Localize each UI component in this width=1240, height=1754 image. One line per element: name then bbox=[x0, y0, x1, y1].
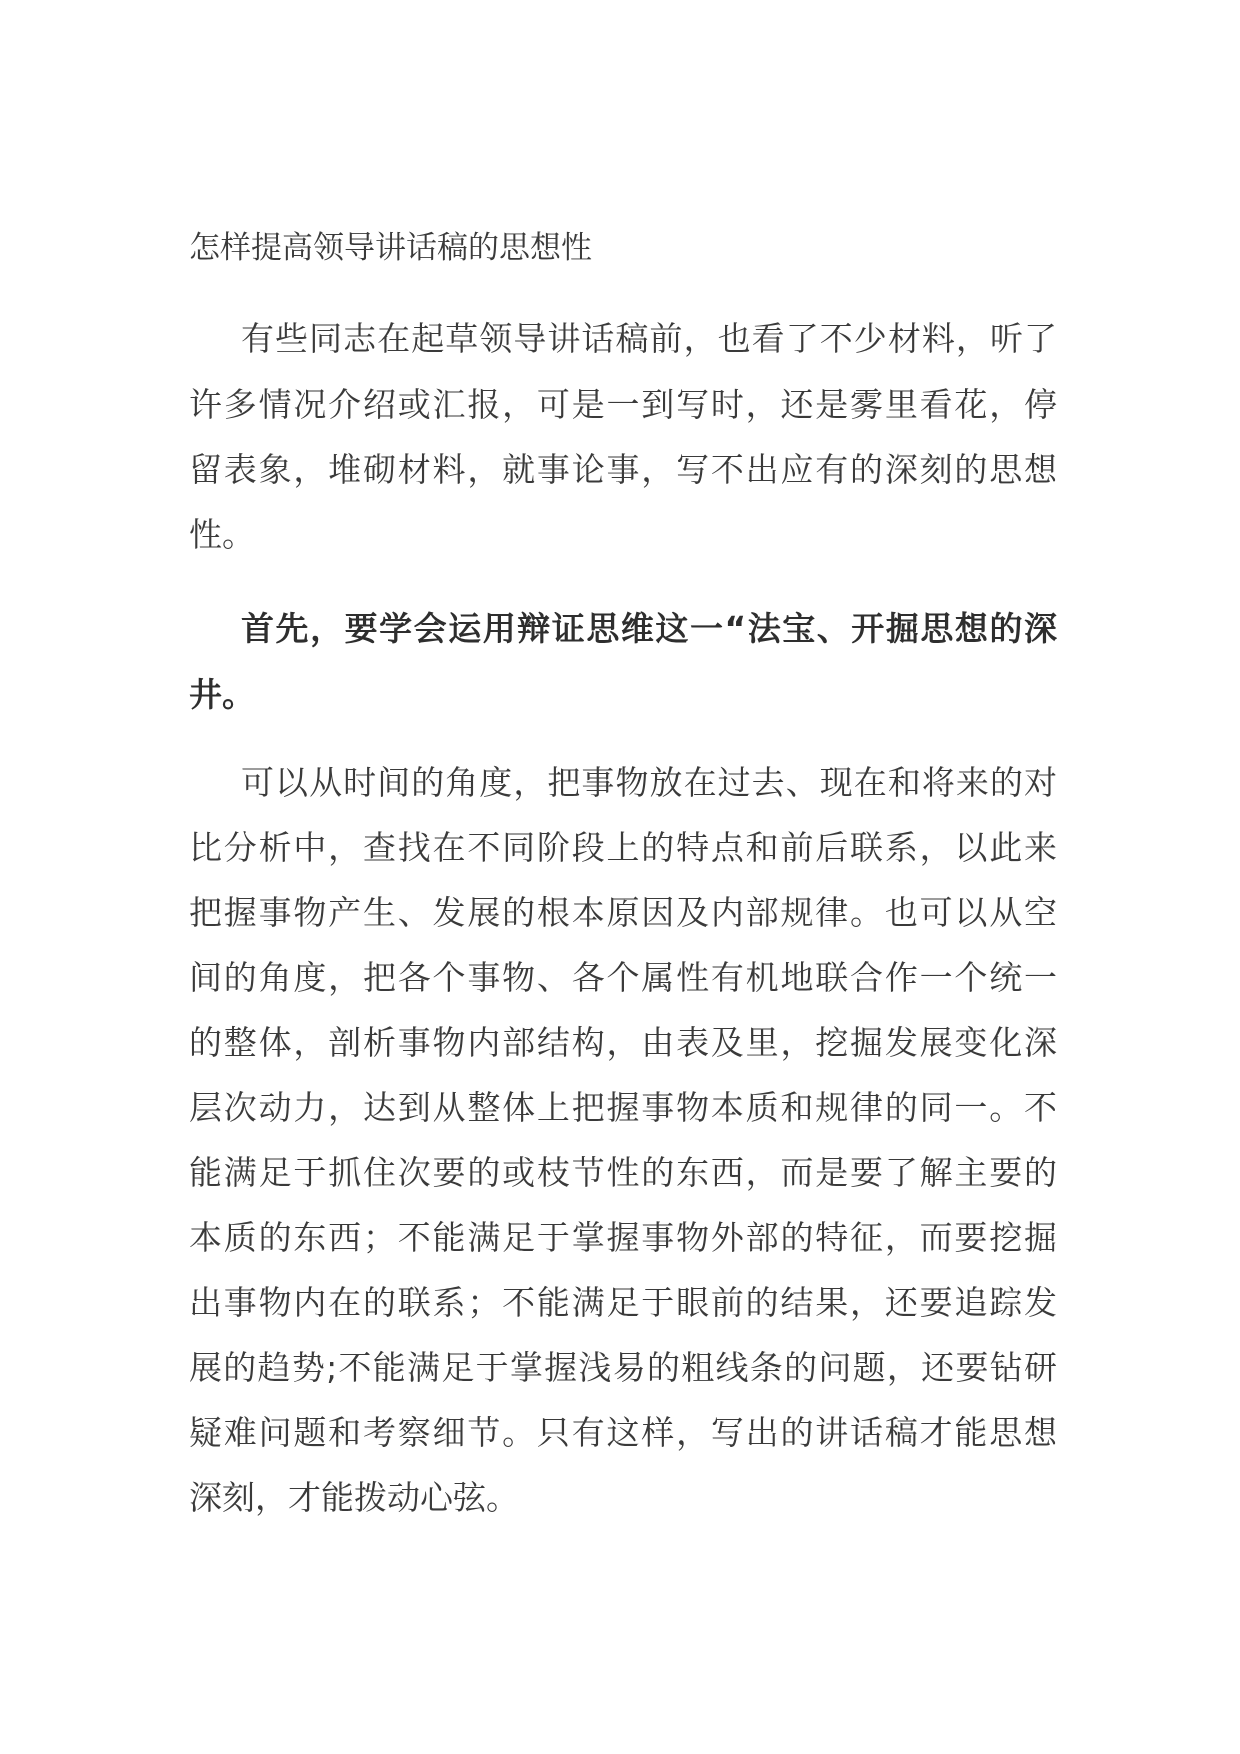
paragraph-line: 展的趋势;不能满足于掌握浅易的粗线条的问题，还要钻研 bbox=[189, 1348, 1057, 1387]
paragraph-line: 许多情况介绍或汇报，可是一到写时，还是雾里看花，停 bbox=[189, 385, 1057, 424]
paragraph-line: 能满足于抓住次要的或枝节性的东西，而是要了解主要的 bbox=[189, 1153, 1057, 1192]
paragraph-line: 把握事物产生、发展的根本原因及内部规律。也可以从空 bbox=[189, 893, 1057, 932]
paragraph-line: 疑难问题和考察细节。只有这样，写出的讲话稿才能思想 bbox=[189, 1413, 1057, 1452]
paragraph-line: 本质的东西；不能满足于掌握事物外部的特征，而要挖掘 bbox=[189, 1218, 1057, 1257]
paragraph-line: 留表象，堆砌材料，就事论事，写不出应有的深刻的思想 bbox=[189, 450, 1057, 489]
paragraph-line: 深刻，才能拨动心弦。 bbox=[189, 1478, 519, 1517]
paragraph-line: 间的角度，把各个事物、各个属性有机地联合作一个统一 bbox=[189, 958, 1057, 997]
paragraph-line: 比分析中，查找在不同阶段上的特点和前后联系，以此来 bbox=[189, 828, 1057, 867]
paragraph-line: 有些同志在起草领导讲话稿前，也看了不少材料，听了 bbox=[241, 319, 1057, 358]
heading-line: 井。 bbox=[189, 675, 255, 714]
paragraph-line: 出事物内在的联系；不能满足于眼前的结果，还要追踪发 bbox=[189, 1283, 1057, 1322]
paragraph-line: 可以从时间的角度，把事物放在过去、现在和将来的对 bbox=[241, 763, 1057, 802]
paragraph-line: 性。 bbox=[189, 515, 255, 554]
paragraph-line: 的整体，剖析事物内部结构，由表及里，挖掘发展变化深 bbox=[189, 1023, 1057, 1062]
paragraph-line: 层次动力，达到从整体上把握事物本质和规律的同一。不 bbox=[189, 1088, 1057, 1127]
document-title: 怎样提高领导讲话稿的思想性 bbox=[189, 230, 592, 266]
heading-line: 首先，要学会运用辩证思维这一“法宝、开掘思想的深 bbox=[241, 609, 1057, 648]
